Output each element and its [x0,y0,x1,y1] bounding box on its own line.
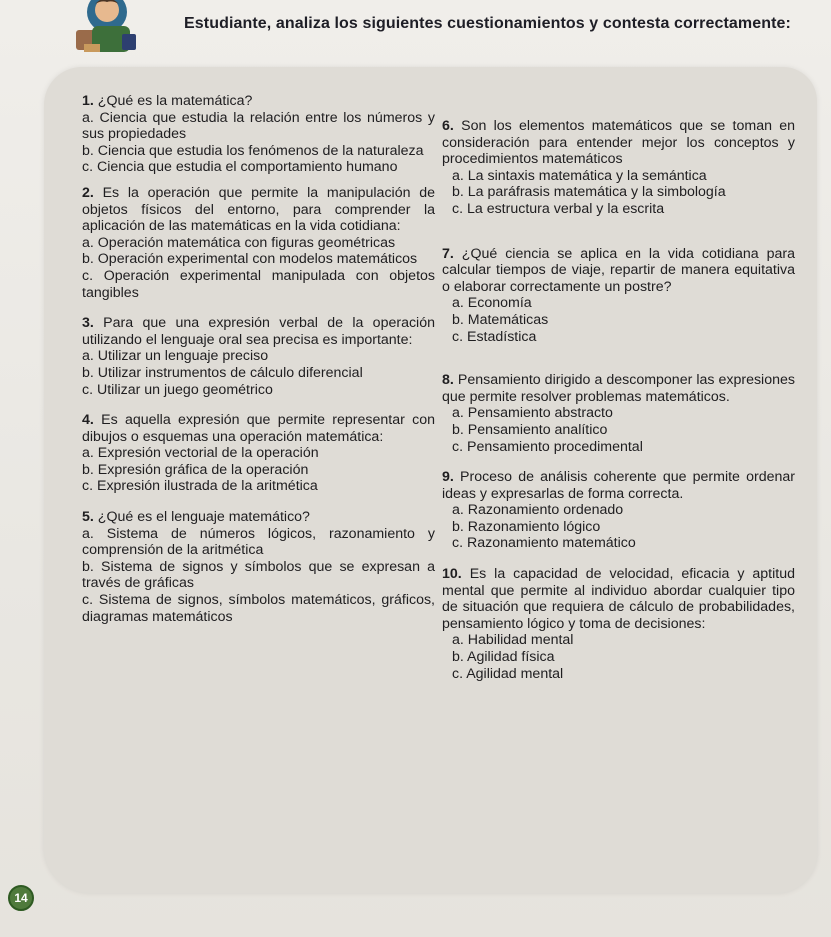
left-question-column [82,93,435,625]
answer-option[interactable]: a. Operación matemática con figuras geométricas [82,234,396,251]
answer-option[interactable]: c. Estadística [452,328,537,345]
answer-option[interactable]: a. Razonamiento ordenado [452,502,624,519]
answer-option[interactable]: a. La sintaxis matemática y la semántica [452,167,707,184]
question-3 [82,315,435,398]
question-5 [82,509,435,625]
answer-option[interactable]: c. La estructura verbal y la escrita [452,200,665,217]
answer-option[interactable]: c. Pensamiento procedimental [452,438,643,455]
answer-option[interactable]: c. Sistema de signos, símbolos matemáticos, gráficos, diagramas matemáticos [82,592,435,625]
answer-option[interactable]: b. Matemáticas [452,311,549,328]
question-4 [82,412,435,495]
question-stem: Es aquella expresión que permite representar con dibujos o esquemas una operación matemática: [82,412,435,445]
page-number-badge: 14 [8,885,34,911]
answer-option[interactable]: c. Razonamiento matemático [452,535,636,552]
question-6 [442,118,795,218]
answer-option[interactable]: b. Agilidad física [452,649,555,666]
answer-option[interactable]: b. Sistema de signos y símbolos que se expresan a través de gráficas [82,558,435,592]
answer-option[interactable]: a. Pensamiento abstracto [452,405,613,422]
question-10 [442,566,795,682]
question-number: 1. [82,93,94,109]
student-avatar-icon [62,0,142,58]
question-1 [82,93,435,176]
question-2 [82,185,435,301]
question-number: 4. [82,412,94,429]
right-question-column [442,118,795,682]
question-number: 5. [82,509,94,526]
question-8 [442,372,795,455]
answer-option[interactable]: c. Agilidad mental [452,665,564,682]
answer-option[interactable]: a. Expresión vectorial de la operación [82,445,319,462]
question-stem: ¿Qué ciencia se aplica en la vida cotidiana para calcular tiempos de viaje, repartir de manera equitativa o elaborar correctamente un postre? [442,245,795,295]
answer-option[interactable]: c. Ciencia que estudia el comportamiento humano [82,159,398,176]
question-number: 9. [442,469,454,486]
question-9 [442,469,795,552]
answer-option[interactable]: b. Utilizar instrumentos de cálculo diferencial [82,364,363,381]
answer-option[interactable]: a. Ciencia que estudia la relación entre los números y sus propiedades [82,109,435,143]
answer-option[interactable]: b. Ciencia que estudia los fenómenos de la naturaleza [82,142,424,159]
answer-option[interactable]: a. Economía [452,295,532,312]
answer-option[interactable]: a. Utilizar un lenguaje preciso [82,348,269,365]
question-stem: ¿Qué es el lenguaje matemático? [97,509,310,526]
answer-option[interactable]: a. Habilidad mental [452,632,574,649]
question-stem: Para que una expresión verbal de la operación utilizando el lenguaje oral sea precisa es importante: [82,315,435,348]
question-stem: Pensamiento dirigido a descomponer las expresiones que permite resolver problemas matemáticos. [442,372,795,405]
answer-option[interactable]: b. Expresión gráfica de la operación [82,461,309,478]
answer-option[interactable]: c. Operación experimental manipulada con objetos tangibles [82,267,435,301]
question-number: 10. [442,566,462,583]
answer-option[interactable]: b. La paráfrasis matemática y la simbología [452,184,726,201]
question-stem: Es la operación que permite la manipulación de objetos físicos del entorno, para comprender la aplicación de las matemáticas en la vida cotidiana: [82,184,435,235]
question-number: 6. [442,118,454,134]
question-number: 3. [82,315,94,332]
question-7 [442,246,795,346]
question-stem: Proceso de análisis coherente que permite ordenar ideas y expresarlas de forma correcta. [442,469,795,502]
question-number: 8. [442,372,454,389]
question-stem: ¿Qué es la matemática? [97,93,253,109]
answer-option[interactable]: b. Operación experimental con modelos matemáticos [82,251,418,268]
answer-option[interactable]: b. Razonamiento lógico [452,518,601,535]
answer-option[interactable]: a. Sistema de números lógicos, razonamiento y comprensión de la aritmética [82,525,435,559]
question-number: 2. [82,184,94,201]
answer-option[interactable]: c. Expresión ilustrada de la aritmética [82,478,318,495]
answer-option[interactable]: b. Pensamiento analítico [452,421,608,438]
question-stem: Es la capacidad de velocidad, eficacia y aptitud mental que permite al individuo abordar cualquier tipo de situación que requiera de cálculo de probabilidades, pensamiento lógico y toma de decisiones: [442,566,795,632]
answer-option[interactable]: c. Utilizar un juego geométrico [82,381,273,398]
question-stem: Son los elementos matemáticos que se toman en consideración para entender mejor los conceptos y procedimientos matemáticos [442,118,796,168]
page-title: Estudiante, analiza los siguientes cuestionamientos y contesta correctamente: [184,15,791,32]
question-number: 7. [442,245,454,262]
